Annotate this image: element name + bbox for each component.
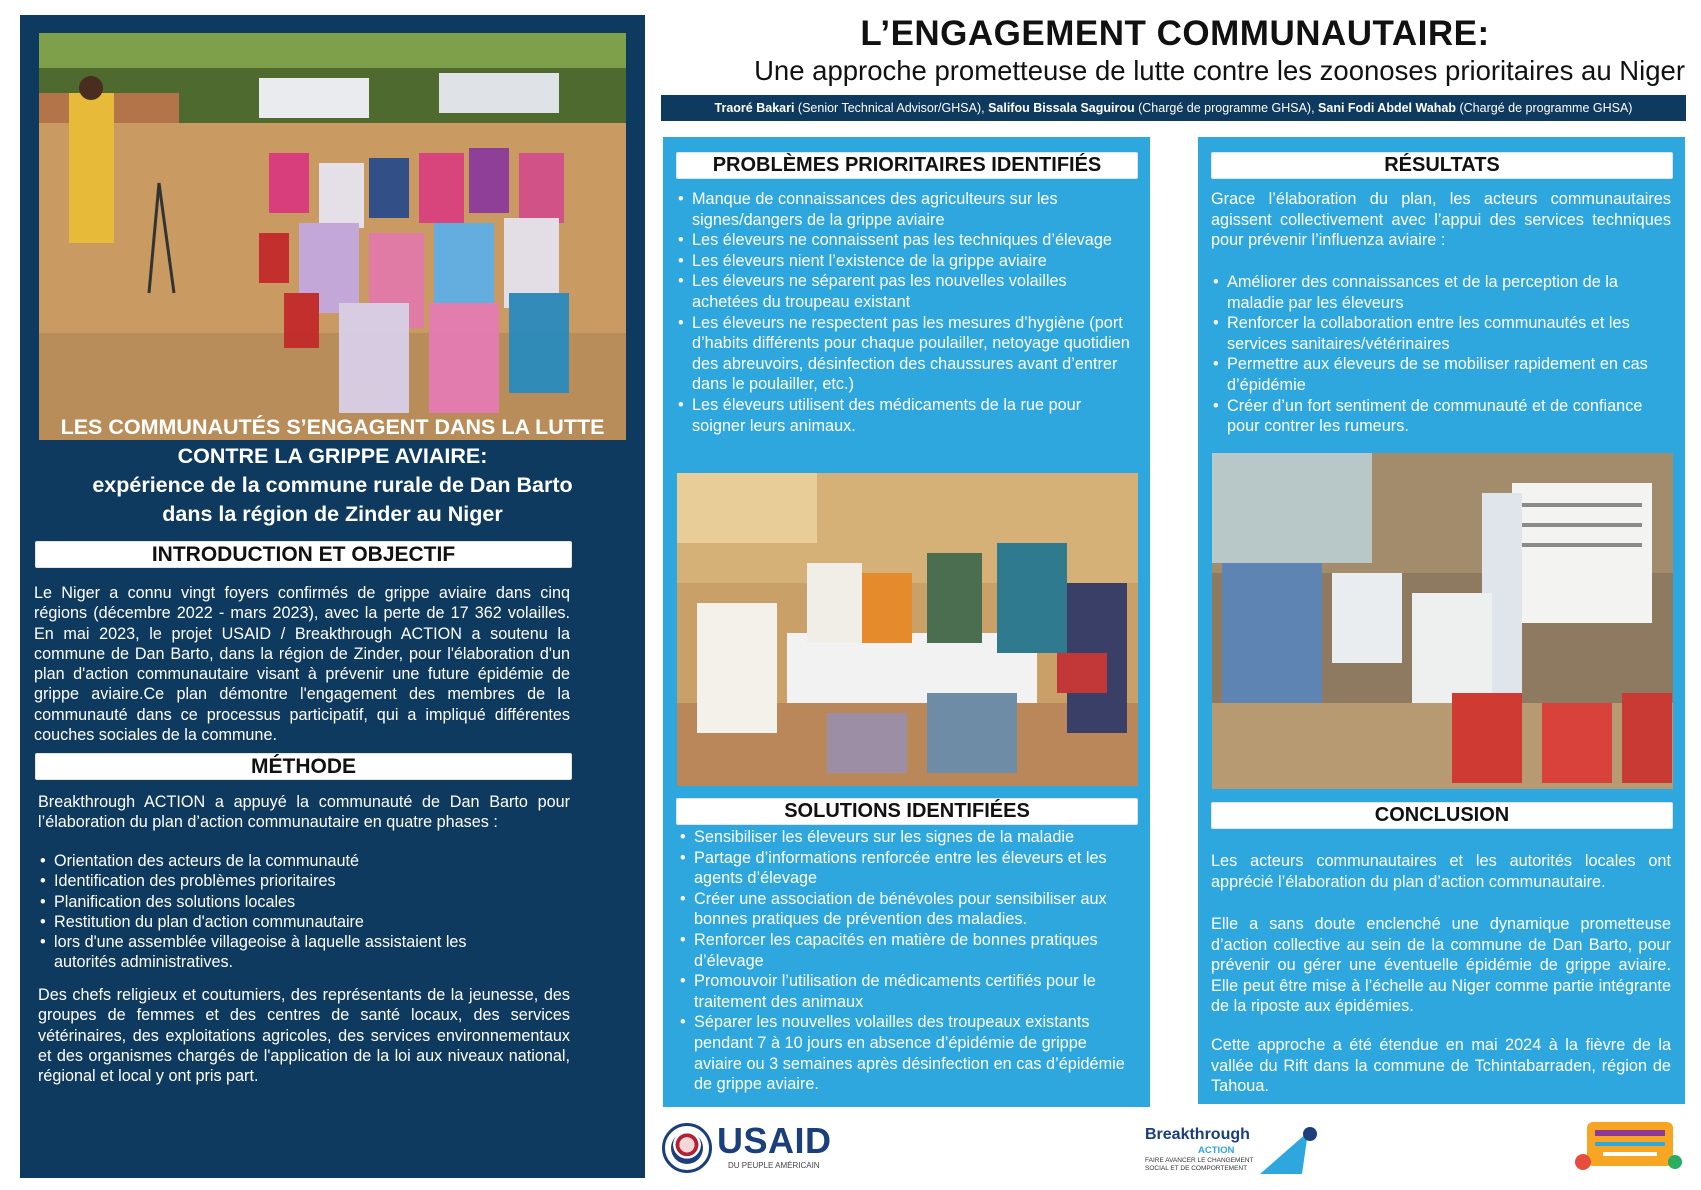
list-item: • Renforcer la collaboration entre les communautés et les services sanitaires/vétérinaires xyxy=(1211,313,1671,354)
list-item: • Manque de connaissances des agriculteurs sur les signes/dangers de la grippe aviaire xyxy=(676,189,1136,230)
breakthrough-action: ACTION xyxy=(1198,1145,1235,1156)
list-item: • Promouvoir l’utilisation de médicaments certifiés pour le traitement des animaux xyxy=(678,971,1136,1012)
list-item: • Créer d’un fort sentiment de communauté et de confiance pour contrer les rumeurs. xyxy=(1211,396,1671,437)
intro-text: Le Niger a connu vingt foyers confirmés de grippe aviaire dans cinq régions (décembre 2022 - mars 2023), avec la perte de 17 362 volailles. En mai 2023, le projet USAID / Breakthrough ACTION a soutenu la commune de Dan Barto, dans la région de Zinder, pour l'élaboration d'un plan d'action communautaire visant à prévenir une future épidémie de grippe aviaire.Ce plan démontre l'engagement des membres de la communauté dans ce processus participatif, qui a impliqué différentes couches sociales de la commune. xyxy=(34,584,570,745)
list-item: • Permettre aux éleveurs de se mobiliser rapidement en cas d’épidémie xyxy=(1211,354,1671,395)
method-heading: MÉTHODE xyxy=(35,753,572,780)
authors-bar xyxy=(661,95,1686,121)
author-role: (Chargé de programme GHSA) xyxy=(1456,101,1633,115)
method-list xyxy=(38,851,478,973)
list-item: • Les éleveurs ne connaissent pas les techniques d’élevage xyxy=(676,230,1136,251)
conclusion-p2: Elle a sans doute enclenché une dynamique prometteuse d’action collective au sein de la commune de Dan Barto, pour prévenir ou gérer une éventuelle épidémie de grippe aviaire. Elle peut être mise à l’échelle au Niger comme partie intégrante de la riposte aux épidémies. xyxy=(1211,915,1671,1016)
results-heading: RÉSULTATS xyxy=(1211,152,1673,179)
problems-heading: PROBLÈMES PRIORITAIRES IDENTIFIÉS xyxy=(676,152,1138,179)
author-role: (Senior Technical Advisor/GHSA), xyxy=(794,101,989,115)
community-meeting-photo xyxy=(39,33,626,440)
breakthrough-tagline: FAIRE AVANCER LE CHANGEMENT SOCIAL ET DE COMPORTEMENT xyxy=(1145,1157,1254,1172)
list-item: • Créer une association de bénévoles pour sensibiliser aux bonnes pratiques de prévention des maladies. xyxy=(678,889,1136,930)
solutions-list xyxy=(678,827,1136,1095)
list-item: • Les éleveurs utilisent des médicaments de la rue pour soigner leurs animaux. xyxy=(676,395,1136,436)
results-intro: Grace l’élaboration du plan, les acteurs communautaires agissent collectivement avec l’appui des services techniques pour prévenir l’influenza aviaire : xyxy=(1211,190,1671,250)
page-subtitle: Une approche prometteuse de lutte contre les zoonoses prioritaires au Niger xyxy=(754,55,1685,86)
middle-panel xyxy=(663,137,1150,1107)
method-outro: Des chefs religieux et coutumiers, des représentants de la jeunesse, des groupes de femmes et des centres de santé locaux, des services vétérinaires, des exploitations agricoles, des services environnementaux et des organismes chargés de l'application de la loi aux niveaux national, régional et local y ont pris part. xyxy=(38,986,570,1086)
intro-heading: INTRODUCTION ET OBJECTIF xyxy=(35,541,572,568)
sbc-badge-icon xyxy=(1573,1118,1685,1176)
title-line: LES COMMUNAUTÉS S’ENGAGENT DANS LA LUTTE xyxy=(60,415,605,439)
left-column xyxy=(20,15,645,1178)
problems-list xyxy=(676,189,1136,436)
list-item: • Restitution du plan d'action communautaire xyxy=(38,912,478,932)
author-role: (Chargé de programme GHSA), xyxy=(1134,101,1319,115)
author-name: Sani Fodi Abdel Wahab xyxy=(1318,101,1457,115)
title-line: dans la région de Zinder au Niger xyxy=(162,502,503,526)
list-item: • Les éleveurs ne séparent pas les nouvelles volailles achetées du troupeau existant xyxy=(676,271,1136,312)
results-list xyxy=(1211,272,1671,437)
list-item: • Sensibiliser les éleveurs sur les signes de la maladie xyxy=(678,827,1136,848)
right-panel xyxy=(1198,137,1685,1104)
list-item: • Identification des problèmes prioritaires xyxy=(38,871,478,891)
workshop-photo xyxy=(677,473,1138,786)
left-title xyxy=(60,413,605,529)
list-item: • lors d'une assemblée villageoise à laquelle assistaient les autorités administratives. xyxy=(38,932,478,973)
breakthrough-logo: Breakthrough xyxy=(1145,1126,1250,1143)
author-name: Traoré Bakari xyxy=(714,101,795,115)
conclusion-p3: Cette approche a été étendue en mai 2024 à la fièvre de la vallée du Rift dans la commune de Tchintabarraden, région de Tahoua. xyxy=(1211,1036,1671,1096)
usaid-seal-icon xyxy=(662,1123,712,1173)
list-item: • Partage d’informations renforcée entre les éleveurs et les agents d’élevage xyxy=(678,848,1136,889)
title-line: CONTRE LA GRIPPE AVIAIRE: xyxy=(177,444,488,468)
conclusion-p1: Les acteurs communautaires et les autorités locales ont apprécié l’élaboration du plan d’action communautaire. xyxy=(1211,852,1671,891)
usaid-logo: USAID xyxy=(717,1120,832,1161)
list-item: • Orientation des acteurs de la communauté xyxy=(38,851,478,871)
breakthrough-mark-icon xyxy=(1258,1124,1318,1176)
method-intro: Breakthrough ACTION a appuyé la communauté de Dan Barto pour l’élaboration du plan d’action communautaire en quatre phases : xyxy=(38,793,570,832)
list-item: • Planification des solutions locales xyxy=(38,892,478,912)
solutions-heading: SOLUTIONS IDENTIFIÉES xyxy=(676,798,1138,825)
usaid-tagline: DU PEUPLE AMÉRICAIN xyxy=(728,1161,820,1170)
page-title: L’ENGAGEMENT COMMUNAUTAIRE: xyxy=(860,14,1490,53)
conclusion-heading: CONCLUSION xyxy=(1211,802,1673,829)
author-name: Salifou Bissala Saguirou xyxy=(988,101,1135,115)
list-item: • Améliorer des connaissances et de la perception de la maladie par les éleveurs xyxy=(1211,272,1671,313)
list-item: • Séparer les nouvelles volailles des troupeaux existants pendant 7 à 10 jours en absence d’épidémie de grippe aviaire ou 3 semaines après désinfection en cas d’épidémie de grippe aviaire. xyxy=(678,1012,1136,1094)
list-item: • Les éleveurs nient l’existence de la grippe aviaire xyxy=(676,251,1136,272)
title-line: expérience de la commune rurale de Dan Barto xyxy=(92,473,573,497)
flipchart-photo xyxy=(1212,453,1673,789)
list-item: • Renforcer les capacités en matière de bonnes pratiques d’élevage xyxy=(678,930,1136,971)
list-item: • Les éleveurs ne respectent pas les mesures d’hygiène (port d’habits différents pour chaque poulailler, netoyage quotidien des abreuvoirs, désinfection des chaussures avant d’entrer dans le poulailler, etc.) xyxy=(676,313,1136,395)
